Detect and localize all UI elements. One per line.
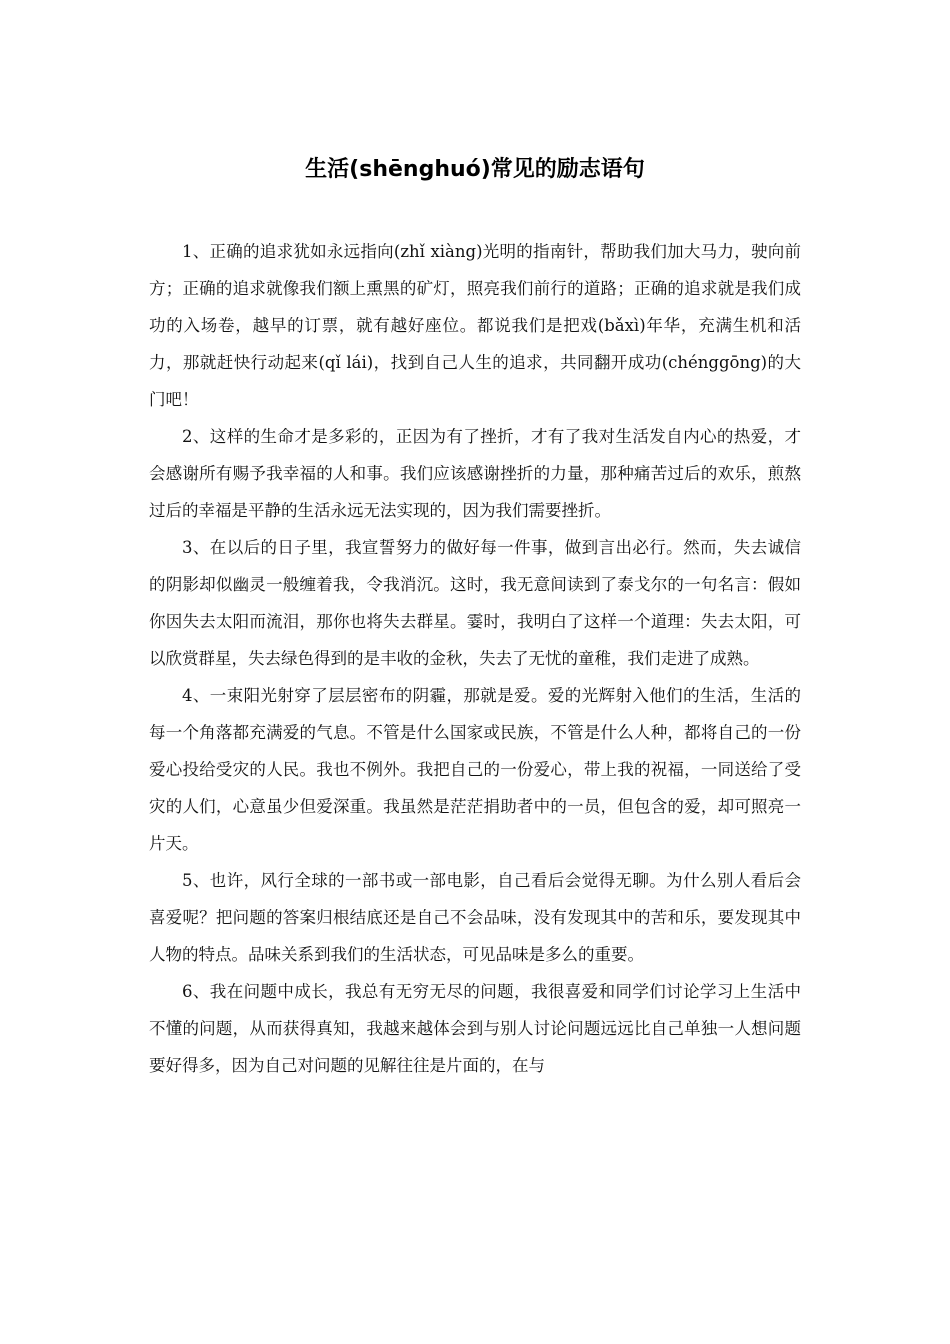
document-body (149, 233, 801, 1084)
paragraph-6: 6、我在问题中成长，我总有无穷无尽的问题，我很喜爱和同学们讨论学习上生活中不懂的问题，从而获得真知，我越来越体会到与别人讨论问题远远比自己单独一人想问题要好得多，因为自己对问题的见解往往是片面的，在与 (149, 982, 801, 1075)
paragraph-2: 2、这样的生命才是多彩的，正因为有了挫折，才有了我对生活发自内心的热爱，才会感谢所有赐予我幸福的人和事。我们应该感谢挫折的力量，那种痛苦过后的欢乐，煎熬过后的幸福是平静的生活永远无法实现的，因为我们需要挫折。 (149, 427, 801, 520)
paragraph-4: 4、一束阳光射穿了层层密布的阴霾，那就是爱。爱的光辉射入他们的生活，生活的每一个角落都充满爱的气息。不管是什么国家或民族，不管是什么人种，都将自己的一份爱心投给受灾的人民。我也不例外。我把自己的一份爱心，带上我的祝福，一同送给了受灾的人们，心意虽少但爱深重。我虽然是茫茫捐助者中的一员，但包含的爱，却可照亮一片天。 (149, 686, 801, 853)
document-title: 生活(shēnghuó)常见的励志语句 (305, 157, 645, 182)
paragraph-1: 1、正确的追求犹如永远指向(zhǐ xiàng)光明的指南针，帮助我们加大马力，驶向前方；正确的追求就像我们额上熏黑的矿灯，照亮我们前行的道路；正确的追求就是我们成功的入场卷，越早的订票，就有越好座位。都说我们是把戏(bǎxì)年华，充满生机和活力，那就赶快行动起来(qǐ lái)，找到自己人生的追求，共同翻开成功(chénggōng)的大门吧！ (149, 242, 801, 409)
paragraph-5: 5、也许，风行全球的一部书或一部电影，自己看后会觉得无聊。为什么别人看后会喜爱呢？把问题的答案归根结底还是自己不会品味，没有发现其中的苦和乐，要发现其中人物的特点。品味关系到我们的生活状态，可见品味是多么的重要。 (149, 871, 801, 964)
paragraph-3: 3、在以后的日子里，我宣誓努力的做好每一件事，做到言出必行。然而，失去诚信的阴影却似幽灵一般缠着我，令我消沉。这时，我无意间读到了泰戈尔的一句名言：假如你因失去太阳而流泪，那你也将失去群星。霎时，我明白了这样一个道理：失去太阳，可以欣赏群星，失去绿色得到的是丰收的金秋，失去了无忧的童稚，我们走进了成熟。 (149, 538, 801, 668)
